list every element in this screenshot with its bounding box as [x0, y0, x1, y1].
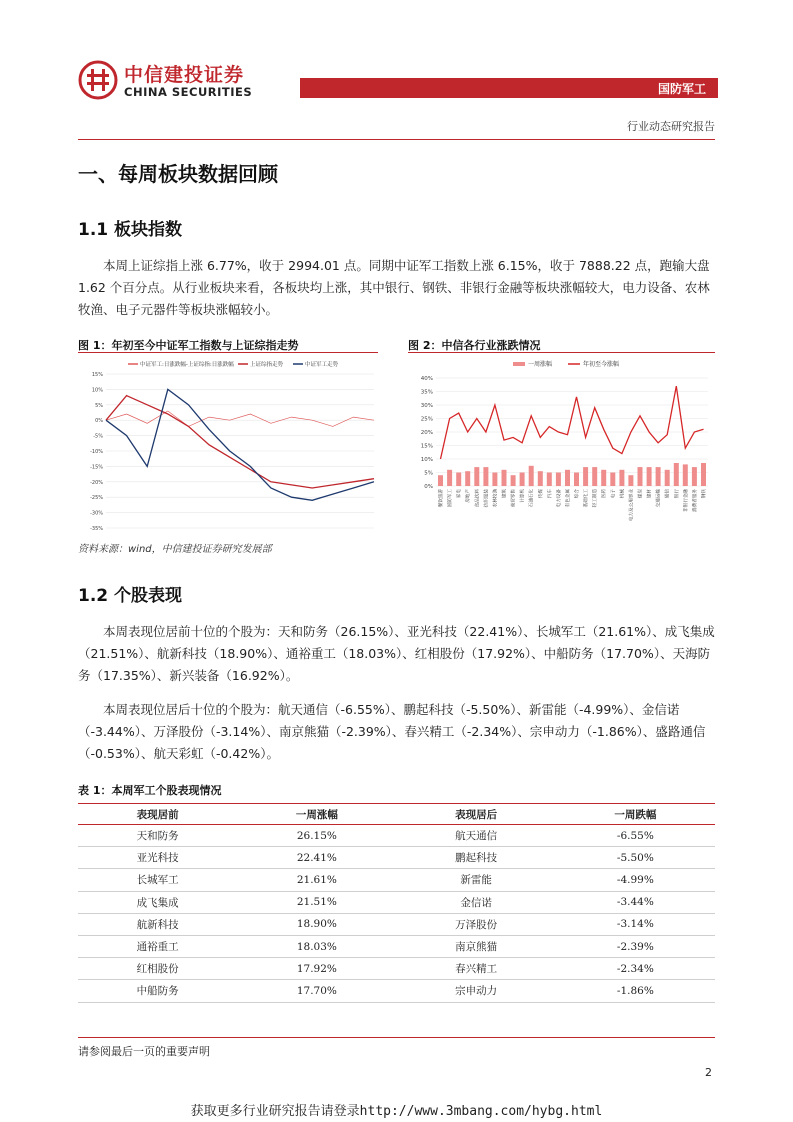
table-cell: 21.51% [237, 891, 396, 913]
fig2-bar [438, 475, 443, 486]
fig2-y-tick-label: 0% [424, 484, 433, 490]
table-row [78, 935, 715, 957]
table-cell: 22.41% [237, 847, 396, 869]
table-cell: 春兴精工 [397, 958, 556, 980]
table-header-cell: 表现居后 [397, 804, 556, 825]
fig2-bar [583, 467, 588, 486]
table-cell: -5.50% [556, 847, 715, 869]
fig2-bar [692, 467, 697, 486]
footer-divider [78, 1037, 715, 1038]
sector-label: 国防军工 [657, 82, 706, 96]
fig1-y-tick-label: 15% [91, 372, 103, 378]
fig2-bar [474, 467, 479, 486]
fig2-bar [683, 464, 688, 486]
table-cell: 红相股份 [78, 958, 237, 980]
fig1-series-line-2 [106, 396, 374, 488]
fig2-x-tick-label: 餐饮旅游 [439, 489, 444, 508]
figure2-title-rule [408, 352, 715, 353]
fig2-x-tick-label: 轻工制造 [593, 489, 599, 508]
china-securities-logo-icon [78, 60, 118, 100]
table1-title: 表 1：本周军工个股表现情况 [78, 784, 222, 797]
table-cell: 金信诺 [397, 891, 556, 913]
table-cell: 通裕重工 [78, 935, 237, 957]
fig1-legend-label-1: 中证军工:日涨跌幅-上证综指:日涨跌幅 [140, 362, 234, 368]
fig2-y-tick-label: 35% [420, 389, 433, 396]
fig2-bar [665, 470, 670, 486]
table-cell: 18.90% [237, 913, 396, 935]
fig1-y-tick-label: -15% [90, 464, 103, 471]
company-logo [78, 58, 253, 102]
fig2-y-tick-label: 25% [420, 416, 433, 423]
page-number: 2 [705, 1066, 712, 1079]
fig2-x-tick-label: 房地产 [466, 489, 472, 503]
fig2-x-tick-label: 建筑 [502, 489, 508, 499]
report-type: 行业动态研究报告 [627, 120, 715, 133]
table-header-cell: 一周跌幅 [556, 804, 715, 825]
table-row [78, 847, 715, 869]
table-cell: 成飞集成 [78, 891, 237, 913]
fig2-x-tick-label: 钢铁 [702, 489, 707, 499]
table-header-cell: 表现居前 [78, 804, 237, 825]
table-cell: 鹏起科技 [397, 847, 556, 869]
fig2-x-tick-label: 电力设备 [556, 489, 562, 508]
fig2-y-tick-label: 30% [420, 403, 433, 409]
table-header-cell: 一周涨幅 [237, 804, 396, 825]
fig2-bar [701, 463, 706, 486]
section-title: 一、每周板块数据回顾 [78, 162, 278, 186]
fig2-x-tick-label: 传媒 [538, 489, 544, 499]
fig1-y-tick-label: -5% [93, 433, 103, 440]
table-cell: -2.39% [556, 935, 715, 957]
fig2-bar [628, 475, 633, 486]
subsection-title-stocks: 1.2 个股表现 [78, 586, 183, 606]
fig2-bar [447, 470, 452, 486]
fig2-bar [601, 470, 606, 486]
fig2-y-tick-label: 40% [420, 376, 433, 382]
table-cell: -6.55% [556, 825, 715, 847]
fig2-x-tick-label: 计算机 [520, 489, 526, 503]
fig1-y-tick-label: 0% [95, 418, 103, 425]
fig2-bar [511, 475, 516, 486]
fig1-y-tick-label: -25% [90, 495, 103, 502]
fig2-x-tick-label: 医药 [602, 489, 608, 499]
fig1-series-line-1 [106, 411, 374, 426]
table-row [78, 891, 715, 913]
table-header-row [78, 804, 715, 825]
fig2-x-tick-label: 机械 [620, 489, 626, 499]
table-row [78, 913, 715, 935]
disclaimer-note: 请参阅最后一页的重要声明 [78, 1045, 210, 1058]
fig2-legend-label-2: 年初至今涨幅 [583, 361, 620, 368]
logo-english-name: CHINA SECURITIES [124, 85, 253, 99]
fig1-legend-label-3: 中证军工走势 [305, 362, 339, 368]
fig2-x-tick-label: 煤炭 [638, 489, 644, 499]
fig2-x-tick-label: 纺织服装 [484, 489, 490, 508]
fig2-x-tick-label: 食品饮料 [475, 489, 481, 508]
fig2-x-tick-label: 电力及公用事业 [629, 489, 635, 522]
table-row [78, 980, 715, 1002]
fig2-y-tick-label: 20% [420, 430, 433, 436]
figure1-legend [128, 360, 339, 368]
fig2-x-tick-label: 有色金属 [566, 489, 571, 508]
fig2-bar [619, 470, 624, 486]
fig2-y-tick-label: 15% [420, 443, 433, 450]
table-cell: 26.15% [237, 825, 396, 847]
table-cell: 21.61% [237, 869, 396, 891]
fig2-x-tick-label: 商贸零售 [511, 489, 517, 508]
table-cell: 18.03% [237, 935, 396, 957]
fig2-x-tick-label: 农林牧渔 [493, 489, 499, 508]
fig2-bar [547, 473, 552, 487]
fig2-x-tick-label: 银行 [674, 489, 680, 499]
fig2-bar [610, 473, 615, 487]
fig2-x-tick-label: 综合 [575, 489, 580, 499]
fig2-bar [483, 467, 488, 486]
fig1-legend-label-2: 上证综指走势 [250, 362, 284, 368]
fig2-y-tick-label: 10% [420, 457, 433, 463]
table-cell: -2.34% [556, 958, 715, 980]
fig2-legend-swatch-1 [513, 362, 525, 366]
table-cell: 南京熊猫 [397, 935, 556, 957]
figure1-chart [78, 356, 378, 534]
table-cell: 17.70% [237, 980, 396, 1002]
fig2-x-tick-label: 交通运输 [656, 489, 662, 508]
fig2-bar [592, 467, 597, 486]
stock-performance-table [78, 803, 715, 1003]
table-cell: -4.99% [556, 869, 715, 891]
table-row [78, 869, 715, 891]
fig2-bar [556, 473, 561, 487]
fig2-legend-label-1: 一周涨幅 [528, 361, 553, 368]
table-row [78, 825, 715, 847]
figure1-title-rule [78, 352, 378, 353]
table-cell: -3.14% [556, 913, 715, 935]
table-row [78, 958, 715, 980]
fig2-bar [520, 473, 525, 487]
table-cell: 航天通信 [397, 825, 556, 847]
figure2-legend [513, 360, 619, 368]
fig2-x-tick-label: 基础化工 [584, 489, 590, 508]
fig2-x-tick-label: 电子 [611, 489, 617, 499]
fig2-bar [502, 470, 507, 486]
fig2-y-tick-label: 5% [424, 470, 433, 477]
table-cell: 长城军工 [78, 869, 237, 891]
fig2-x-tick-label: 通信 [665, 489, 671, 499]
fig2-x-tick-label: 消费者服务 [692, 489, 698, 512]
fig1-y-tick-label: 10% [91, 387, 103, 394]
fig2-x-tick-label: 家电 [457, 489, 463, 499]
table-cell: 新雷能 [397, 869, 556, 891]
download-link-text[interactable]: 获取更多行业研究报告请登录http://www.3mbang.com/hybg.html [190, 1104, 603, 1119]
fig2-x-tick-label: 石油石化 [529, 489, 535, 508]
fig1-y-tick-label: -35% [90, 526, 103, 532]
sector-banner [300, 78, 718, 98]
fig2-bar [538, 471, 543, 486]
figure2-chart [408, 356, 715, 534]
fig2-bar [656, 467, 661, 486]
table-cell: -1.86% [556, 980, 715, 1002]
fig2-bar [529, 466, 534, 486]
fig2-x-tick-label: 国防军工 [448, 489, 454, 508]
fig1-series-line-3 [106, 389, 374, 500]
fig1-y-tick-label: -20% [90, 479, 103, 486]
fig2-bar [674, 463, 679, 486]
fig2-ytd-line [441, 386, 704, 459]
fig2-bar [492, 473, 497, 487]
figure2-title: 图 2：中信各行业涨跌情况 [408, 339, 541, 352]
table-cell: 天和防务 [78, 825, 237, 847]
fig1-y-tick-label: -10% [90, 449, 103, 455]
table-cell: 17.92% [237, 958, 396, 980]
table-cell: 中船防务 [78, 980, 237, 1002]
fig2-bar [647, 467, 652, 486]
fig1-y-tick-label: -30% [90, 510, 103, 517]
fig2-bar [574, 473, 579, 487]
table-cell: 宗申动力 [397, 980, 556, 1002]
table-cell: 航新科技 [78, 913, 237, 935]
fig2-x-tick-label: 建材 [647, 489, 653, 499]
fig2-bar [638, 467, 643, 486]
fig2-x-tick-label: 非银行金融 [683, 489, 689, 512]
table-cell: 亚光科技 [78, 847, 237, 869]
header-divider [78, 139, 715, 140]
fig2-bar [456, 473, 461, 487]
top-stocks-paragraph: 本周表现位居前十位的个股为：天和防务（26.15%）、亚光科技（22.41%）、长城军工（21.61%）、成飞集成（21.51%）、航新科技（18.90%）、通裕重工（18.03%）、红相股份（17.92%）、中船防务（17.70%）、天海防务（17.35%）、新兴装备（16.92%）。 [78, 624, 715, 683]
subsection-title-index: 1.1 板块指数 [78, 220, 183, 240]
fig2-x-tick-label: 汽车 [547, 489, 553, 499]
bottom-stocks-paragraph: 本周表现位居后十位的个股为：航天通信（-6.55%）、鹏起科技（-5.50%）、新雷能（-4.99%）、金信诺（-3.44%）、万泽股份（-3.14%）、南京熊猫（-2.39%）、春兴精工（-2.34%）、宗申动力（-1.86%）、盛路通信（-0.53%）、航天彩虹（-0.42%）。 [78, 702, 706, 761]
figure-source: 资料来源：wind，中信建投证券研究发展部 [78, 544, 272, 555]
fig1-y-tick-label: 5% [95, 402, 103, 409]
logo-chinese-name: 中信建投证券 [124, 64, 245, 86]
table-cell: 万泽股份 [397, 913, 556, 935]
table-cell: -3.44% [556, 891, 715, 913]
fig2-bar [565, 470, 570, 486]
figure1-title: 图 1：年初至今中证军工指数与上证综指走势 [78, 339, 299, 352]
fig2-bar [465, 471, 470, 486]
index-paragraph: 本周上证综指上涨 6.77%，收于 2994.01 点。同期中证军工指数上涨 6.15%，收于 7888.22 点，跑输大盘 1.62 个百分点。从行业板块来看，各板块均上涨，其中银行、钢铁、非银行金融等板块涨幅较大，电力设备、农林牧渔、电子元器件等板块涨幅较小。 [78, 258, 710, 317]
